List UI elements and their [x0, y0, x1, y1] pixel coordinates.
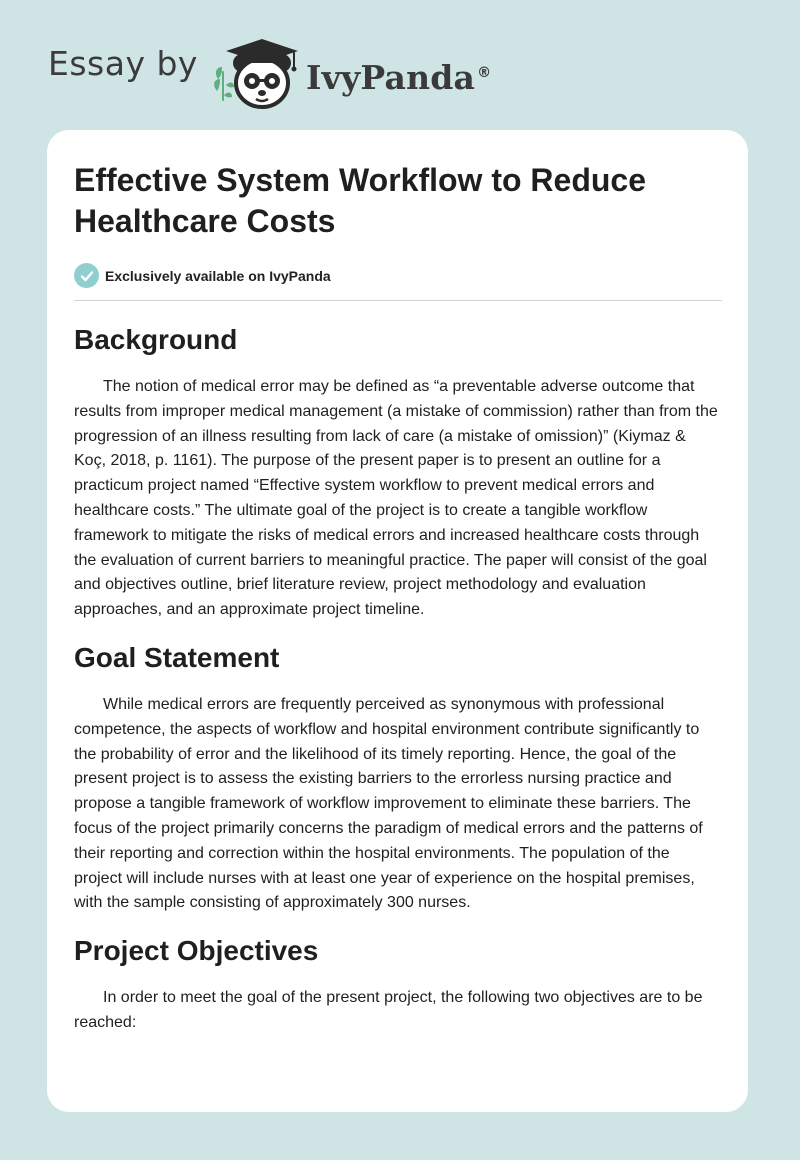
section-background [74, 323, 722, 623]
section-heading: Background [74, 324, 238, 355]
badge-text: Exclusively available on IvyPanda [105, 267, 331, 284]
paragraph: The notion of medical error may be defined as “a preventable adverse outcome that results from improper medical management (a mistake of commission) rather than from the progression of an illness resulting from lack of care (a mistake of omission)” (Kiymaz & Koç, 2018, p. 1161). The purpose of the present paper is to present an outline for a practicum project named “Effective system workflow to prevent medical errors and healthcare costs.” The ultimate goal of the project is to create a tangible workflow framework to mitigate the risks of medical errors and increased healthcare costs through the evaluation of current barriers to meaningful practice. The paper will consist of the goal and objectives outline, brief literature review, project methodology and evaluation approaches, and an approximate project timeline. [74, 378, 718, 619]
paragraph: In order to meet the goal of the present project, the following two objectives are to be reached: [74, 989, 703, 1031]
panda-graduate-icon[interactable] [212, 33, 304, 113]
essay-title: Effective System Workflow to Reduce Healthcare Costs [74, 162, 646, 239]
essay-card [47, 130, 748, 1112]
check-icon [74, 263, 99, 288]
brand-prefix: Essay by [48, 43, 198, 83]
registered-mark: ® [477, 64, 492, 81]
exclusive-badge [74, 263, 722, 301]
section-heading: Project Objectives [74, 935, 319, 967]
section-goal-statement [74, 641, 722, 916]
site-header [48, 32, 491, 114]
brand-name[interactable] [306, 58, 491, 97]
section-project-objectives [74, 934, 722, 1036]
brand-name-text: IvyPanda [305, 57, 476, 97]
section-heading: Goal Statement [74, 641, 280, 673]
paragraph: While medical errors are frequently perceived as synonymous with professional competence, the aspects of workflow and hospital environment contribute significantly to the probability of error and the likelihood of its timely reporting. Hence, the goal of the present project is to assess the existing barriers to the errorless nursing practice and propose a tangible framework of workflow improvement to eliminate these barriers. The focus of the project primarily concerns the paradigm of medical errors and the patterns of their reporting and correction within the hospital environments. The population of the project will include nurses with at least one year of experience on the hospital premises, with the sample consisting of approximately 300 nurses. [74, 695, 703, 912]
